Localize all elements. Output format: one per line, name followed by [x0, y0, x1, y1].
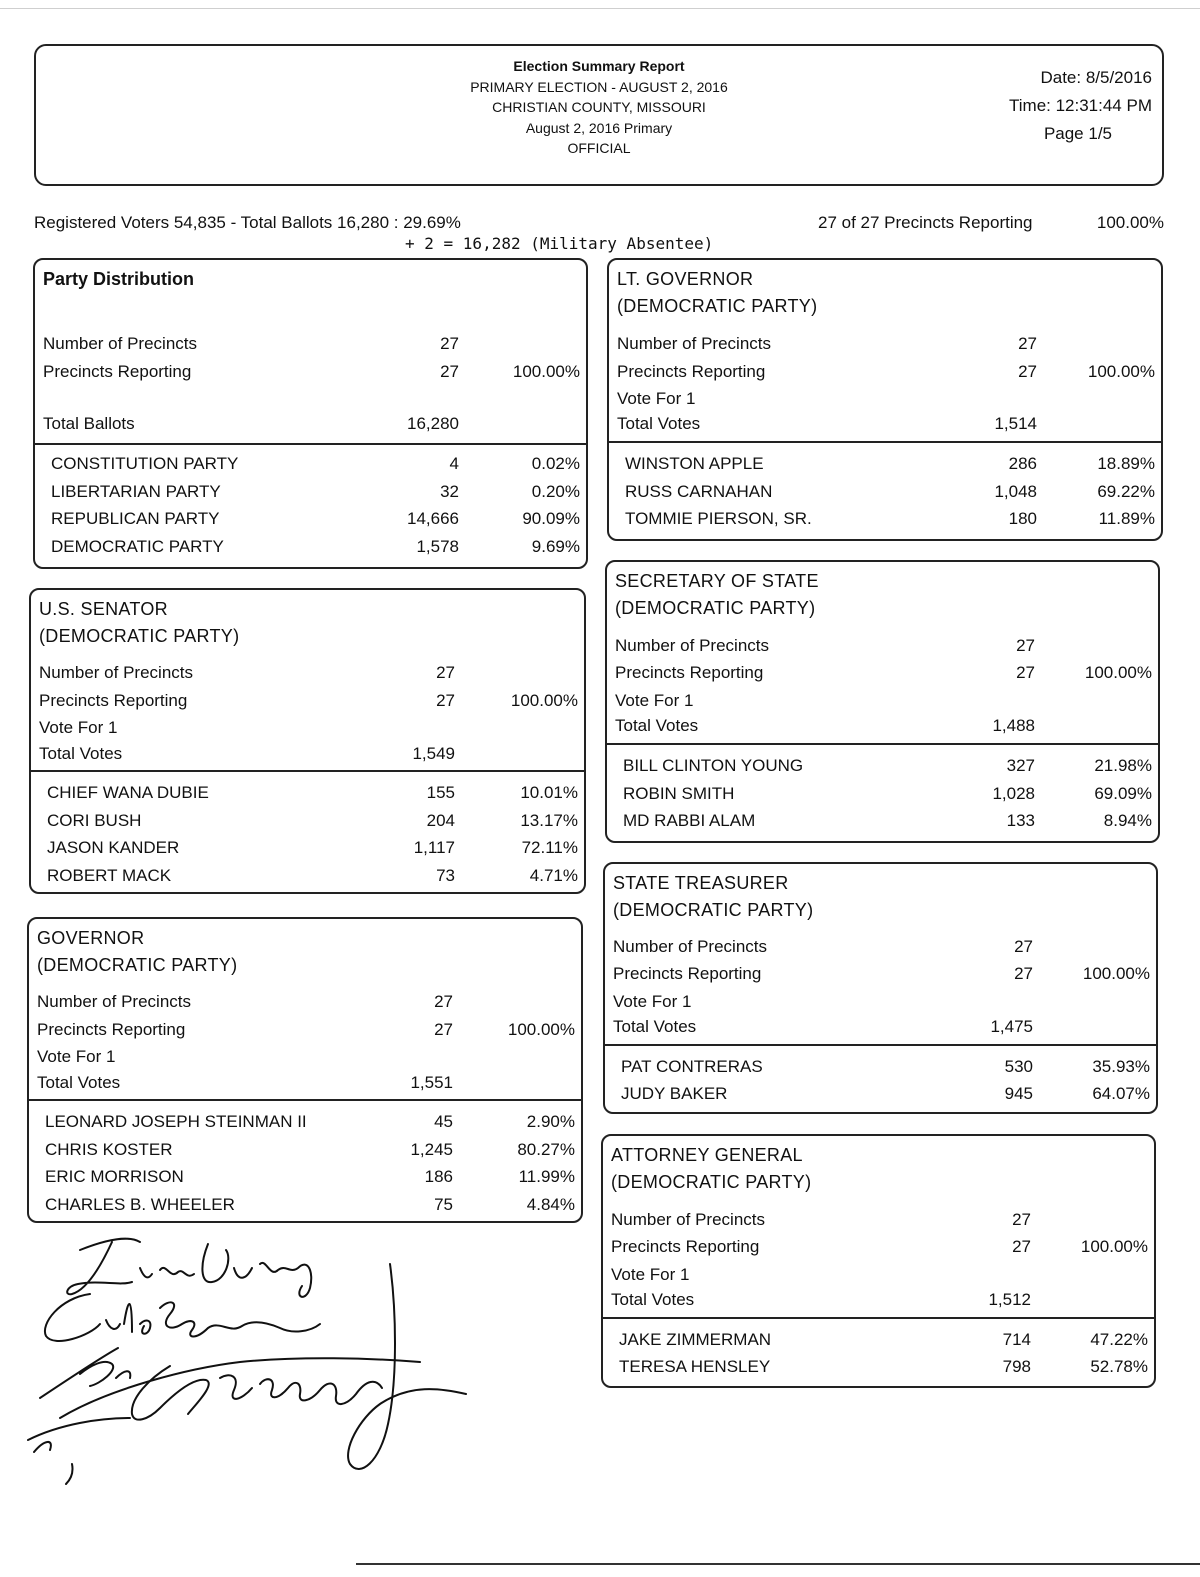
number-of-precincts-row: Number of Precincts 27 — [43, 334, 459, 353]
header-meta — [1009, 64, 1152, 148]
candidate-row: CHARLES B. WHEELER 75 4.84% — [45, 1195, 575, 1214]
candidate-row: JUDY BAKER 945 64.07% — [621, 1084, 1150, 1103]
candidate-row: CHRIS KOSTER 1,245 80.27% — [45, 1140, 575, 1159]
signature-stroke — [28, 1418, 130, 1484]
total-ballots-row: Total Ballots 16,280 — [43, 414, 459, 433]
vote-for-row: Vote For 1 — [613, 992, 692, 1011]
candidate-row: WINSTON APPLE 286 18.89% — [625, 454, 1155, 473]
candidate-row: BILL CLINTON YOUNG 327 21.98% — [623, 756, 1152, 775]
section-divider — [33, 443, 588, 445]
vote-for-row: Vote For 1 — [37, 1047, 116, 1066]
candidate-row: TERESA HENSLEY 798 52.78% — [619, 1357, 1148, 1376]
candidate-row: MD RABBI ALAM 133 8.94% — [623, 811, 1152, 830]
party-distribution-box — [33, 258, 588, 569]
section-divider — [29, 770, 586, 772]
report-date: Date: 8/5/2016 — [1040, 68, 1152, 87]
total-votes-row: Total Votes 1,514 — [617, 414, 1037, 433]
status-official: OFFICIAL — [567, 140, 631, 156]
race-title: GOVERNOR (DEMOCRATIC PARTY) — [37, 928, 238, 975]
race-state-treasurer — [603, 862, 1158, 1114]
candidate-row: CHIEF WANA DUBIE 155 10.01% — [47, 783, 578, 802]
signature-stroke — [40, 1348, 420, 1418]
candidate-row: ROBIN SMITH 1,028 69.09% — [623, 784, 1152, 803]
candidate-row: JAKE ZIMMERMAN 714 47.22% — [619, 1330, 1148, 1349]
precincts-reporting-percent: 100.00% — [1096, 213, 1164, 232]
registered-voters-summary: Registered Voters 54,835 - Total Ballots 16,280 : 29.69% — [34, 213, 461, 232]
precincts-reporting-row: Precincts Reporting 27 100.00% — [37, 1020, 575, 1039]
race-attorney-general — [601, 1134, 1156, 1388]
candidate-row: CORI BUSH 204 13.17% — [47, 811, 578, 830]
signature-stroke — [67, 1239, 194, 1295]
scan-edge-top — [0, 8, 1200, 9]
precincts-reporting-text: 27 of 27 Precincts Reporting — [818, 213, 1033, 232]
vote-for-row: Vote For 1 — [39, 718, 118, 737]
race-secretary-of-state — [605, 560, 1160, 843]
precincts-reporting-row: Precincts Reporting 27 100.00% — [611, 1237, 1148, 1256]
candidate-row: ROBERT MACK 73 4.71% — [47, 866, 578, 885]
precincts-reporting-row: Precincts Reporting 27 100.00% — [615, 663, 1152, 682]
precincts-reporting-row: Precincts Reporting 27 100.00% — [43, 362, 580, 381]
precincts-reporting-row: Precincts Reporting 27 100.00% — [39, 691, 578, 710]
handwritten-military-note: + 2 = 16,282 (Military Absentee) — [405, 234, 714, 253]
page-number: Page 1/5 — [1043, 124, 1112, 143]
number-of-precincts-row: Number of Precincts 27 — [615, 636, 1035, 655]
section-divider — [607, 441, 1163, 443]
total-votes-row: Total Votes 1,475 — [613, 1017, 1033, 1036]
section-divider — [603, 1044, 1158, 1046]
number-of-precincts-row: Number of Precincts 27 — [37, 992, 453, 1011]
precincts-reporting-row: Precincts Reporting 27 100.00% — [613, 964, 1150, 983]
race-title: STATE TREASURER (DEMOCRATIC PARTY) — [613, 873, 814, 920]
candidate-row: TOMMIE PIERSON, SR. 180 11.89% — [625, 509, 1155, 528]
scan-edge-bottom — [356, 1563, 1200, 1565]
candidate-row: ERIC MORRISON 186 11.99% — [45, 1167, 575, 1186]
race-us-senator — [29, 588, 586, 894]
candidate-row: JASON KANDER 1,117 72.11% — [47, 838, 578, 857]
vote-for-row: Vote For 1 — [611, 1265, 690, 1284]
candidate-row: PAT CONTRERAS 530 35.93% — [621, 1057, 1150, 1076]
signature-stroke — [132, 1366, 382, 1420]
race-title: ATTORNEY GENERAL (DEMOCRATIC PARTY) — [611, 1145, 812, 1192]
party-row: REPUBLICAN PARTY 14,666 90.09% — [51, 509, 580, 528]
precincts-summary — [818, 213, 1164, 233]
total-votes-row: Total Votes 1,512 — [611, 1290, 1031, 1309]
handwritten-signatures — [20, 1228, 480, 1518]
section-divider — [27, 1099, 583, 1101]
number-of-precincts-row: Number of Precincts 27 — [613, 937, 1033, 956]
vote-for-row: Vote For 1 — [615, 691, 694, 710]
candidate-row: LEONARD JOSEPH STEINMAN II 45 2.90% — [45, 1112, 575, 1131]
party-row: CONSTITUTION PARTY 4 0.02% — [51, 454, 580, 473]
primary-name: August 2, 2016 Primary — [525, 119, 673, 136]
precincts-reporting-row: Precincts Reporting 27 100.00% — [617, 362, 1155, 381]
party-distribution-title: Party Distribution — [43, 269, 195, 289]
section-divider — [601, 1317, 1156, 1319]
header-titles — [36, 56, 1162, 159]
county-name: CHRISTIAN COUNTY, MISSOURI — [492, 99, 706, 115]
candidate-row: RUSS CARNAHAN 1,048 69.22% — [625, 482, 1155, 501]
vote-for-row: Vote For 1 — [617, 389, 696, 408]
race-governor — [27, 917, 583, 1223]
section-divider — [605, 743, 1160, 745]
number-of-precincts-row: Number of Precincts 27 — [617, 334, 1037, 353]
signature-stroke — [45, 1294, 320, 1341]
report-time: Time: 12:31:44 PM — [1009, 96, 1152, 115]
total-votes-row: Total Votes 1,488 — [615, 716, 1035, 735]
signature-stroke — [202, 1244, 311, 1297]
race-title: SECRETARY OF STATE (DEMOCRATIC PARTY) — [615, 571, 819, 618]
report-header — [34, 44, 1164, 186]
number-of-precincts-row: Number of Precincts 27 — [39, 663, 455, 682]
total-votes-row: Total Votes 1,551 — [37, 1073, 453, 1092]
race-title: U.S. SENATOR (DEMOCRATIC PARTY) — [39, 599, 240, 646]
report-title: Election Summary Report — [513, 58, 685, 74]
race-title: LT. GOVERNOR (DEMOCRATIC PARTY) — [617, 269, 818, 316]
party-row: DEMOCRATIC PARTY 1,578 9.69% — [51, 537, 580, 556]
election-name: PRIMARY ELECTION - AUGUST 2, 2016 — [470, 78, 728, 95]
race-lt-governor — [607, 258, 1163, 541]
total-votes-row: Total Votes 1,549 — [39, 744, 455, 763]
signature-stroke — [348, 1264, 466, 1469]
party-row: LIBERTARIAN PARTY 32 0.20% — [51, 482, 580, 501]
number-of-precincts-row: Number of Precincts 27 — [611, 1210, 1031, 1229]
